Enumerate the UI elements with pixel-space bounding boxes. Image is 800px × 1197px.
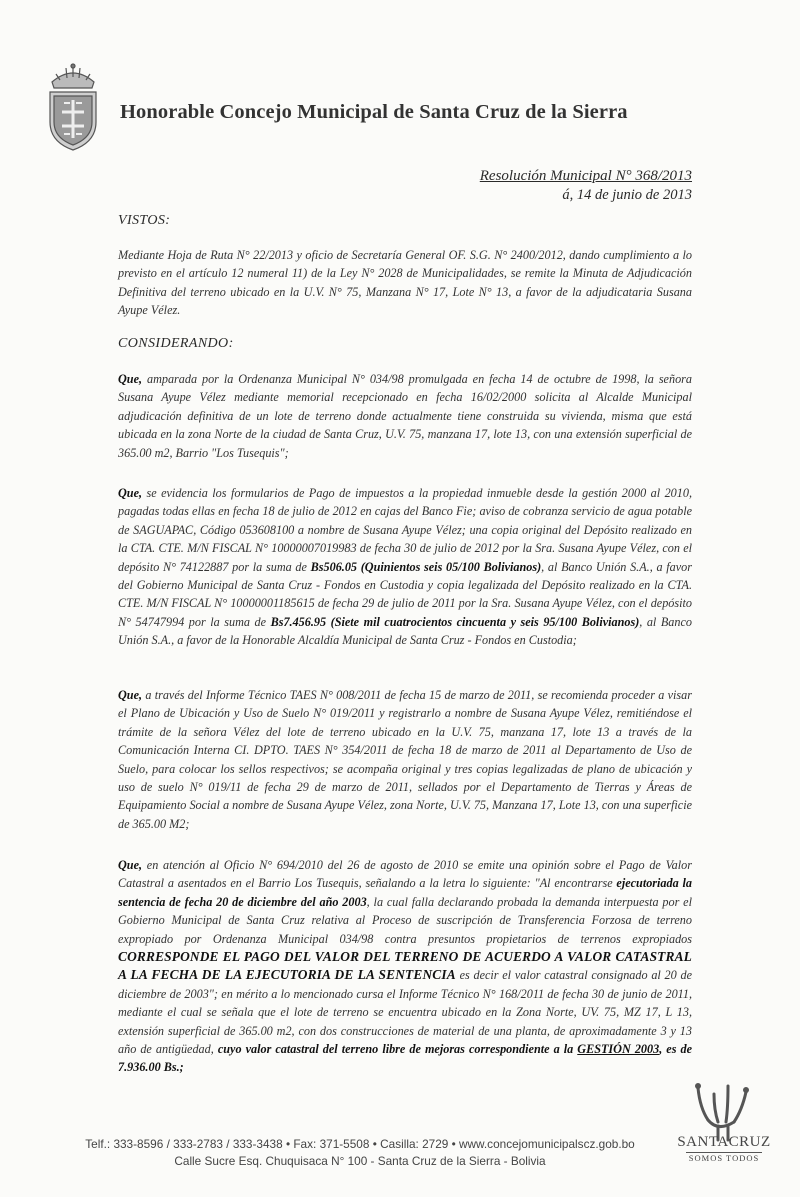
amount-bold: Bs506.05 (Quinientos seis 05/100 Bolivianos) [310,559,542,574]
logo-tagline: SOMOS TODOS [686,1152,762,1163]
paragraph-text: es decir el valor catastral consignado al 20 de diciembre de 2003"; en mérito a lo mencionado cursa el Informe Técnico N° 168/2011 de fecha 30 de junio de 2011, mediante el cual se señala que el lote de terreno se encuentra ubicado en la Zona Norte, UV. 75, MZ 17, L 13, extensión superficial de 365.00 m2, con dos construcciones de material de una planta, de aproximadamente 3 y 13 año de antigüedad, [118,968,693,1057]
logo-name: SANTACRUZ [677,1134,771,1150]
vistos-paragraph: Mediante Hoja de Ruta N° 22/2013 y oficio de Secretaría General OF. S.G. N° 2400/2012, dando cumplimiento a lo previsto en el artículo 12 numeral 11) de la Ley N° 2028 de Municipalidades, se remite la Minuta de Adjudicación Definitiva del terreno ubicado en la U.V. N° 75, Manzana N° 17, Lote N° 13, a favor de la adjudicataria Susana Ayupe Vélez. [118,248,692,318]
amount-bold: Bs7.456.95 (Siete mil cuatrocientos cincuenta y seis 95/100 Bolivianos) [270,614,640,629]
value-bold: , es de 7.936.00 Bs.; [118,1042,693,1075]
considerando-paragraph-1 [118,370,692,462]
footer-line-address: Calle Sucre Esq. Chuquisaca N° 100 - Santa Cruz de la Sierra - Bolivia [174,1154,546,1168]
resolution-number: Resolución Municipal N° 368/2013 [479,168,692,184]
paragraph-lead: Que, [118,486,143,500]
vistos-heading: VISTOS: [118,213,171,228]
paragraph-lead: Que, [118,858,143,872]
considerando-paragraph-3 [118,686,692,833]
resolution-block [480,167,692,205]
paragraph-text: amparada por la Ordenanza Municipal N° 034/98 promulgada en fecha 14 de octubre de 1998, la señora Susana Ayupe Vélez mediante memorial recepcionado en fecha 16/02/2000 solicita al Alcalde Municipal adjudicación definitiva de un lote de terreno donde actualmente tiene construida su vivienda, misma que está ubicada en la zona Norte de la ciudad de Santa Cruz, U.V. 75, manzana 17, lote 13, con una extensión superficial de 365.00 m2, Barrio "Los Tusequis"; [118,372,692,460]
paragraph-lead: Que, [118,688,143,702]
paragraph-text: a través del Informe Técnico TAES N° 008/2011 de fecha 15 de marzo de 2011, se recomienda proceder a visar el Plano de Ubicación y Uso de Suelo N° 019/2011 y registrarlo a nombre de Susana Ayupe Vélez, remitiéndose el trámite de la señora Vélez del lote de terreno ubicado en la U.V. 75, manzana 17, lote 13 a través de la Comunicación Interna CI. DPTO. TAES N° 354/2011 de fecha 18 de marzo de 2011 al Departamento de Uso de Suelo, para colocar los sellos respectivos; se acompaña original y tres copias legalizadas de plano de ubicación y uso de suelo N° 019/11 de fecha 29 de marzo de 2011, sellados por el Departamento de Tierras y Áreas de Equipamiento Social a nombre de Susana Ayupe Vélez, zona Norte, U.V. 75, Manzana 17, Lote 13, con una superficie de 365.00 M2; [118,688,692,831]
paragraph-text: se evidencia los formularios de Pago de impuestos a la propiedad inmueble desde la gestión 2000 al 2010, pagadas todas ellas en fecha 18 de julio de 2012 en cajas del Banco Fie; aviso de cobranza servicio de agua potable de SAGUAPAC, Código 053608100 a nombre de Susana Ayupe Vélez; una copia original del Depósito realizado en la CTA. CTE. M/N FISCAL N° 10000007019983 de fecha 30 de julio de 2012 por la Sra. Susana Ayupe Vélez, con el depósito N° 74122887 por la suma de [118,486,692,574]
considerando-heading: CONSIDERANDO: [118,336,234,351]
sentence-bold: ejecutoriada la sentencia de fecha 20 de diciembre del año 2003 [118,876,692,909]
paragraph-text: , al Banco Unión S.A., a favor de la Honorable Alcaldía Municipal de Santa Cruz - Fondos en Custodia; [118,614,692,648]
council-title: Honorable Concejo Municipal de Santa Cruz de la Sierra [120,101,628,123]
paragraph-text: en atención al Oficio N° 694/2010 del 26 de agosto de 2010 se emite una opinión sobre el Pago de Valor Catastral a asentados en el Barrio Los Tusequis, señalando a la letra lo siguiente: "Al encontrarse [118,858,692,891]
considerando-paragraph-4 [118,856,692,1077]
santa-cruz-logo-text [670,1134,778,1163]
paragraph-text: , al Banco Unión S.A., a favor del Gobierno Municipal de Santa Cruz - Fondos en Custodia y copia legalizada del Depósito realizado en la CTA. CTE. M/N FISCAL N° 10000001185615 de fecha 29 de julio de 2011 por la Sra. Susana Ayupe Vélez, con el depósito N° 54747994 por la suma de [118,559,692,629]
value-bold: cuyo valor catastral del terreno libre de mejoras correspondiente a la [217,1042,578,1057]
considerando-paragraph-2 [118,484,692,650]
caps-statement: CORRESPONDE EL PAGO DEL VALOR DEL TERRENO DE ACUERDO A VALOR CATASTRAL A LA FECHA DE LA EJECUTORIA DE LA SENTENCIA [118,949,692,983]
paragraph-lead: Que, [118,372,143,386]
paragraph-text: , la cual falla declarando probada la demanda interpuesta por el Gobierno Municipal de Santa Cruz relativa al Proceso de suscripción de Transferencia Forzosa de terreno expropiado por Ordenanza Municipal 034/98 contra presuntos propietarios de terrenos expropiados [118,894,692,946]
footer-line-contact: Telf.: 333-8596 / 333-2783 / 333-3438 • Fax: 371-5508 • Casilla: 2729 • www.concejomunicipalscz.gob.bo [85,1137,635,1151]
gestion-bold: GESTIÓN 2003 [577,1042,660,1057]
footer-contact [60,1136,660,1170]
resolution-date: á, 14 de junio de 2013 [562,187,692,203]
municipal-crest-icon [42,60,104,152]
